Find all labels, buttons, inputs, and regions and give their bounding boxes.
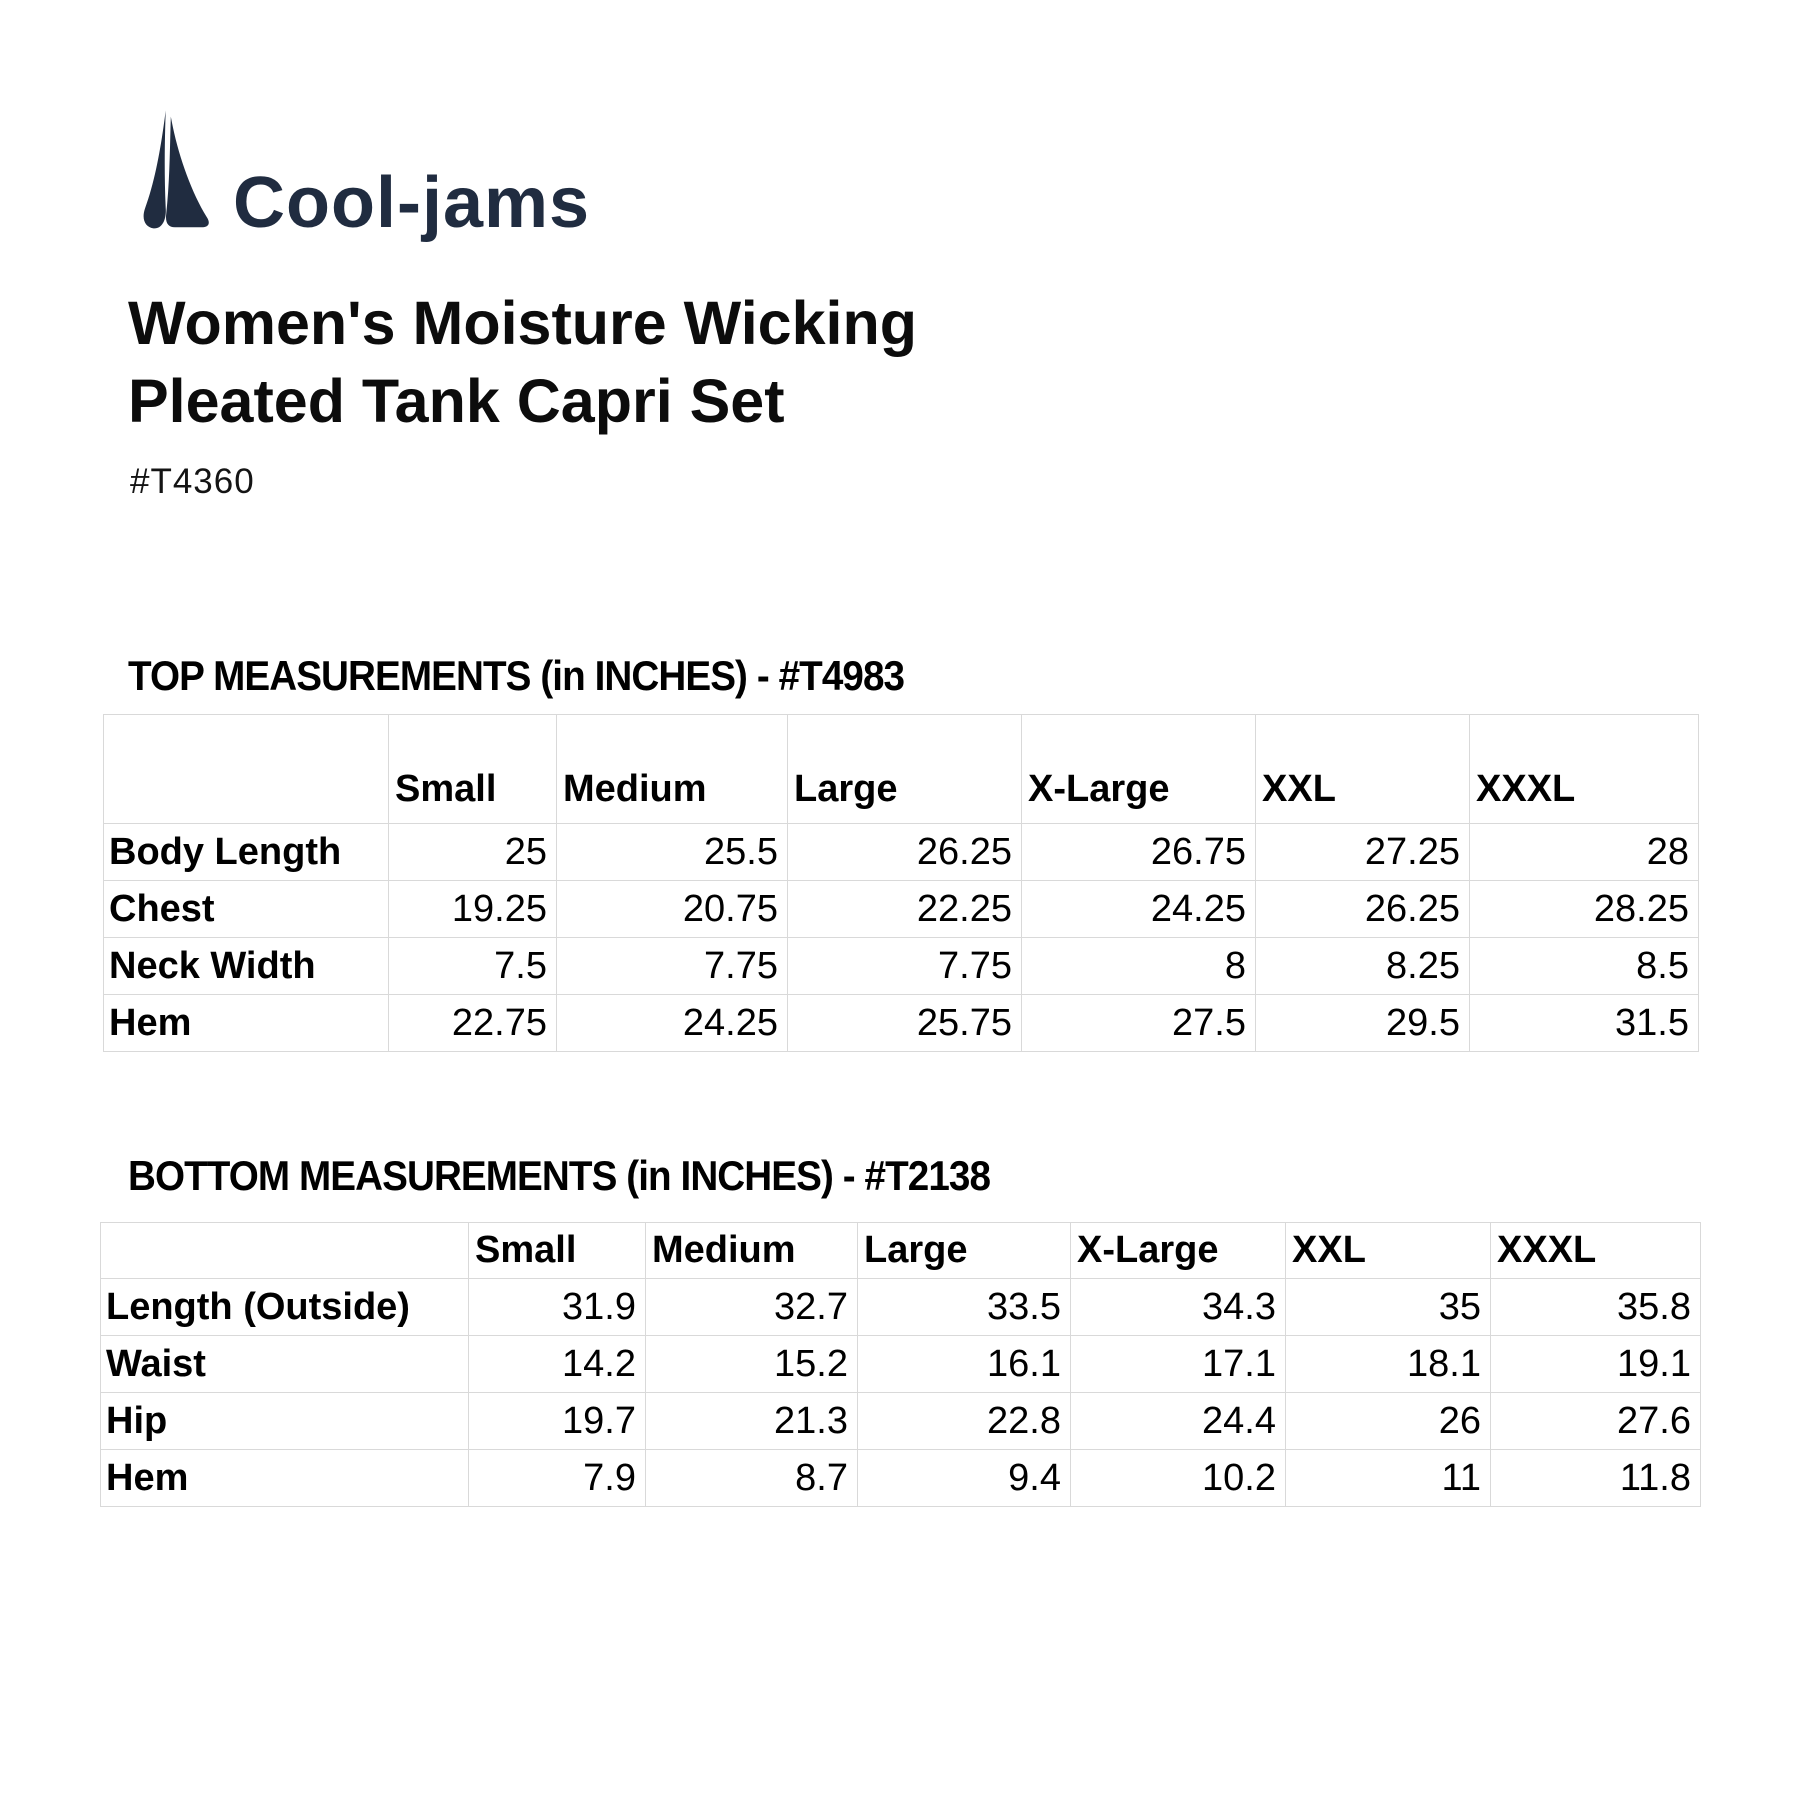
cell-value: 8 xyxy=(1022,938,1256,995)
cell-value: 22.75 xyxy=(389,995,557,1052)
cell-value: 25.5 xyxy=(557,824,788,881)
bottom-column-header-large: Large xyxy=(858,1223,1071,1279)
cell-value: 14.2 xyxy=(469,1336,646,1393)
cell-value: 27.6 xyxy=(1491,1393,1701,1450)
table-row xyxy=(101,1450,1701,1507)
cell-value: 22.8 xyxy=(858,1393,1071,1450)
cell-value: 8.25 xyxy=(1256,938,1470,995)
cell-value: 20.75 xyxy=(557,881,788,938)
cell-value: 32.7 xyxy=(646,1279,858,1336)
top-column-header-small: Small xyxy=(389,715,557,824)
cell-value: 10.2 xyxy=(1071,1450,1286,1507)
top-table-header-row xyxy=(104,715,1699,824)
cell-value: 19.25 xyxy=(389,881,557,938)
cell-value: 25.75 xyxy=(788,995,1022,1052)
bottom-measurements-heading: BOTTOM MEASUREMENTS (in INCHES) - #T2138 xyxy=(128,1152,991,1199)
cell-value: 27.25 xyxy=(1256,824,1470,881)
top-column-header-xxxl: XXXL xyxy=(1470,715,1699,824)
top-column-header-large: Large xyxy=(788,715,1022,824)
brand-logo xyxy=(137,110,591,244)
top-column-header-medium: Medium xyxy=(557,715,788,824)
bottom-column-header-xxl: XXL xyxy=(1286,1223,1491,1279)
bottom-table-header-row xyxy=(101,1223,1701,1279)
table-row xyxy=(104,938,1699,995)
cell-value: 24.25 xyxy=(557,995,788,1052)
top-table-corner-cell xyxy=(104,715,389,824)
cell-value: 26.75 xyxy=(1022,824,1256,881)
cell-value: 15.2 xyxy=(646,1336,858,1393)
cell-value: 7.9 xyxy=(469,1450,646,1507)
cell-value: 33.5 xyxy=(858,1279,1071,1336)
top-measurements-heading: TOP MEASUREMENTS (in INCHES) - #T4983 xyxy=(128,652,905,699)
cell-value: 35.8 xyxy=(1491,1279,1701,1336)
table-row xyxy=(101,1393,1701,1450)
row-label-hem-bottom: Hem xyxy=(101,1450,469,1507)
page-title-line2: Pleated Tank Capri Set xyxy=(128,367,785,435)
table-row xyxy=(104,881,1699,938)
cell-value: 34.3 xyxy=(1071,1279,1286,1336)
cell-value: 7.75 xyxy=(557,938,788,995)
brand-name: Cool-jams xyxy=(233,163,591,244)
cell-value: 28 xyxy=(1470,824,1699,881)
page-title-line1: Women's Moisture Wicking xyxy=(128,289,917,357)
bottom-measurements-table xyxy=(100,1222,1701,1507)
cell-value: 21.3 xyxy=(646,1393,858,1450)
bottom-column-header-medium: Medium xyxy=(646,1223,858,1279)
cell-value: 22.25 xyxy=(788,881,1022,938)
table-row xyxy=(104,995,1699,1052)
cell-value: 24.4 xyxy=(1071,1393,1286,1450)
cell-value: 19.1 xyxy=(1491,1336,1701,1393)
cell-value: 9.4 xyxy=(858,1450,1071,1507)
cell-value: 26.25 xyxy=(788,824,1022,881)
bottom-table-corner-cell xyxy=(101,1223,469,1279)
cell-value: 17.1 xyxy=(1071,1336,1286,1393)
sailboat-icon xyxy=(137,110,219,238)
row-label-body-length: Body Length xyxy=(104,824,389,881)
cell-value: 29.5 xyxy=(1256,995,1470,1052)
cell-value: 8.5 xyxy=(1470,938,1699,995)
cell-value: 35 xyxy=(1286,1279,1491,1336)
top-column-header-xxl: XXL xyxy=(1256,715,1470,824)
cell-value: 31.5 xyxy=(1470,995,1699,1052)
top-measurements-table xyxy=(103,714,1699,1052)
cell-value: 24.25 xyxy=(1022,881,1256,938)
row-label-hip: Hip xyxy=(101,1393,469,1450)
cell-value: 28.25 xyxy=(1470,881,1699,938)
row-label-neck-width: Neck Width xyxy=(104,938,389,995)
cell-value: 11.8 xyxy=(1491,1450,1701,1507)
cell-value: 16.1 xyxy=(858,1336,1071,1393)
row-label-chest: Chest xyxy=(104,881,389,938)
table-row xyxy=(104,824,1699,881)
row-label-length-outside: Length (Outside) xyxy=(101,1279,469,1336)
cell-value: 27.5 xyxy=(1022,995,1256,1052)
cell-value: 8.7 xyxy=(646,1450,858,1507)
bottom-column-header-xlarge: X-Large xyxy=(1071,1223,1286,1279)
row-label-waist: Waist xyxy=(101,1336,469,1393)
table-row xyxy=(101,1336,1701,1393)
cell-value: 19.7 xyxy=(469,1393,646,1450)
top-column-header-xlarge: X-Large xyxy=(1022,715,1256,824)
bottom-column-header-small: Small xyxy=(469,1223,646,1279)
row-label-hem: Hem xyxy=(104,995,389,1052)
cell-value: 31.9 xyxy=(469,1279,646,1336)
cell-value: 7.75 xyxy=(788,938,1022,995)
cell-value: 18.1 xyxy=(1286,1336,1491,1393)
cell-value: 7.5 xyxy=(389,938,557,995)
page-title xyxy=(128,284,917,440)
cell-value: 26 xyxy=(1286,1393,1491,1450)
cell-value: 11 xyxy=(1286,1450,1491,1507)
bottom-column-header-xxxl: XXXL xyxy=(1491,1223,1701,1279)
cell-value: 25 xyxy=(389,824,557,881)
table-row xyxy=(101,1279,1701,1336)
product-code: #T4360 xyxy=(130,462,255,501)
cell-value: 26.25 xyxy=(1256,881,1470,938)
